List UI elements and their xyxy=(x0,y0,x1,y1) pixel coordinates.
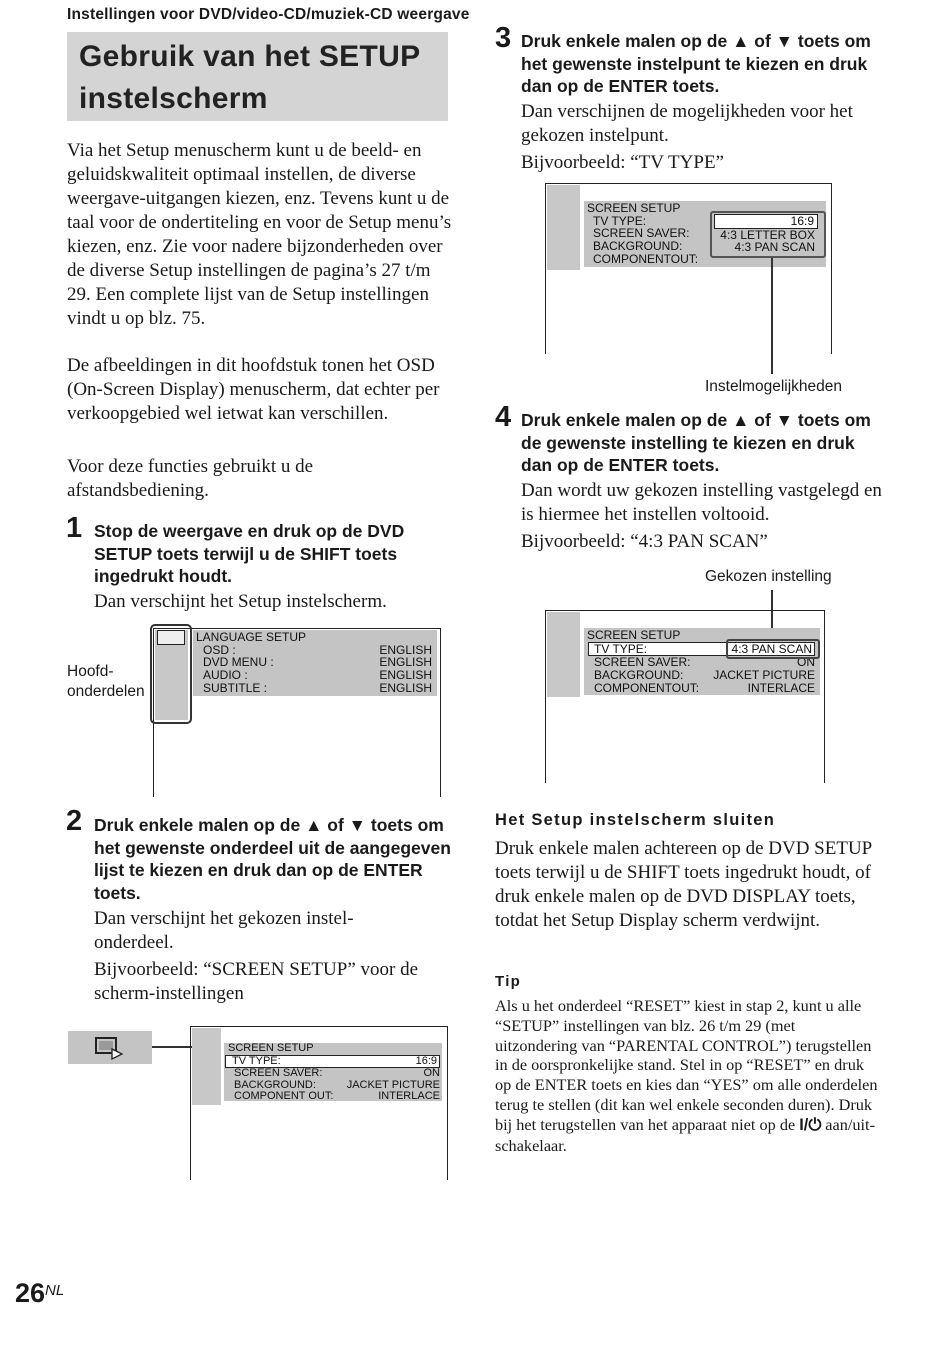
selected-value-highlight-frame xyxy=(726,639,820,659)
selected-setting-callout: Gekozen instelling xyxy=(705,568,832,585)
arrow-up-icon: ▲ xyxy=(732,31,750,51)
intro-paragraph-3: Voor deze functies gebruikt u de afstandsbediening. xyxy=(67,456,314,501)
osd-header: SCREEN SETUP xyxy=(587,628,681,642)
step-3-body-2: Bijvoorbeeld: “TV TYPE” xyxy=(521,152,724,173)
osd-row: OSD : ENGLISH xyxy=(203,642,432,657)
callout-line-2: onderdelen xyxy=(67,683,145,700)
step-1-number: 1 xyxy=(66,512,83,544)
title-box xyxy=(67,32,448,121)
osd-row: COMPONENT OUT: INTERLACE xyxy=(234,1090,440,1102)
osd-row: SCREEN SAVER: ON xyxy=(234,1067,440,1079)
options-callout: Instelmogelijkheden xyxy=(705,378,843,395)
osd-screen-1-content xyxy=(228,1043,440,1103)
intro-paragraph-2: De afbeeldingen in dit hoofdstuk tonen het OSD (On-Screen Display) menuscherm, dat echter per verkoopgebied wel ietwat kan verschillen. xyxy=(67,355,440,424)
arrow-up-icon: ▲ xyxy=(732,410,750,430)
main-items-callout xyxy=(67,662,145,702)
step-2-body-1: Dan verschijnt het gekozen instel-onderdeel. xyxy=(94,908,354,953)
arrow-up-icon: ▲ xyxy=(305,815,323,835)
osd-row: BACKGROUND: JACKET PICTURE xyxy=(594,668,815,683)
osd-option-selected: 16:9 xyxy=(714,214,818,229)
osd-row: DVD MENU : ENGLISH xyxy=(203,655,432,670)
osd-row: BACKGROUND: JACKET PICTURE xyxy=(234,1078,440,1091)
callout-line-1: Hoofd- xyxy=(67,663,114,680)
monitor-icon xyxy=(68,1031,152,1064)
step-1-title: Stop de weergave en druk op de DVD SETUP toets terwijl u de SHIFT toets ingedrukt houdt. xyxy=(94,521,405,586)
power-icon: I/⏻ xyxy=(799,1115,822,1134)
step-2-title: Druk enkele malen op de ▲ of ▼ toets om het gewenste onderdeel uit de aangegeven lijst te kiezen en druk dan op de ENTER toets. xyxy=(94,815,451,903)
main-items-highlight-frame xyxy=(150,624,192,724)
step-1-body: Dan verschijnt het Setup instelscherm. xyxy=(94,591,387,612)
arrow-down-icon: ▼ xyxy=(348,815,366,835)
osd-header: SCREEN SETUP xyxy=(228,1042,314,1054)
arrow-down-icon: ▼ xyxy=(775,410,793,430)
options-connector-line xyxy=(771,258,773,374)
osd-sidebar xyxy=(547,612,580,697)
arrow-down-icon: ▼ xyxy=(775,31,793,51)
step-4-number: 4 xyxy=(495,401,512,433)
osd-row: AUDIO : ENGLISH xyxy=(203,668,432,683)
page-number: 26NL xyxy=(15,1278,65,1308)
closing-body: Druk enkele malen achtereen op de DVD SETUP toets terwijl u de SHIFT toets ingedrukt houdt, of druk enkele malen op de DVD DISPLAY toets, totdat het Setup Display scherm verdwijnt. xyxy=(495,838,872,931)
osd-language-content xyxy=(196,631,432,695)
step-2-body-2: Bijvoorbeeld: “SCREEN SETUP” voor de scherm-instellingen xyxy=(94,959,419,1004)
osd-option: 4:3 PAN SCAN xyxy=(734,240,815,255)
osd-label: BACKGROUND: xyxy=(593,239,683,254)
closing-heading: Het Setup instelscherm sluiten xyxy=(495,811,776,829)
osd-label: SCREEN SAVER: xyxy=(593,226,690,241)
osd-row-selected: TV TYPE: 16:9 xyxy=(225,1055,440,1069)
step-4-body-2: Bijvoorbeeld: “4:3 PAN SCAN” xyxy=(521,531,768,552)
tip-heading: Tip xyxy=(495,973,522,990)
osd-row: SUBTITLE : ENGLISH xyxy=(203,680,432,695)
osd-options xyxy=(714,214,818,254)
step-2-number: 2 xyxy=(66,805,83,837)
page-title-line2: instelscherm xyxy=(79,82,268,115)
screen-setup-icon-box xyxy=(68,1031,152,1064)
step-4-body-1: Dan wordt uw gekozen instelling vastgelegd en is hiermee het instellen voltooid. xyxy=(521,480,882,525)
step-4-title: Druk enkele malen op de ▲ of ▼ toets om de gewenste instelling te kiezen en druk dan op de ENTER toets. xyxy=(521,410,871,475)
tip-body: Als u het onderdeel “RESET” kiest in stap 2, kunt u alle “SETUP” instellingen van blz. 26 t/m 29 (met uitzondering van “PARENTAL CONTROL”) terugstellen in de oorspronkelijke stand. Stel in op “RESET” en druk op de ENTER toets en kies dan “YES” om alle onderdelen terug te stellen (dit kan wel enkele seconden duren). Druk bij het terugstellen van het apparaat niet op de I/⏻ aan/uit-schakelaar. xyxy=(495,996,878,1155)
osd-row: SCREEN SAVER: ON xyxy=(594,655,815,670)
osd-label: TV TYPE: xyxy=(593,213,647,228)
osd-row: COMPONENTOUT: INTERLACE xyxy=(594,680,815,695)
osd-header: LANGUAGE SETUP xyxy=(196,630,307,644)
step-3-title: Druk enkele malen op de ▲ of ▼ toets om het gewenste instelpunt te kiezen en druk dan op de ENTER toets. xyxy=(521,31,871,96)
section-header: Instellingen voor DVD/video-CD/muziek-CD weergave xyxy=(67,6,470,23)
osd-header: SCREEN SETUP xyxy=(587,201,681,215)
osd-option: 4:3 LETTER BOX xyxy=(720,227,815,242)
page-title-line1: Gebruik van het SETUP xyxy=(79,40,421,73)
page-title xyxy=(79,36,420,120)
osd-row-selected: TV TYPE: 4:3 PAN SCAN xyxy=(588,642,815,657)
step-3-number: 3 xyxy=(495,22,512,54)
osd-sidebar xyxy=(192,1028,221,1105)
step-3-body-1: Dan verschijnen de mogelijkheden voor het gekozen instelpunt. xyxy=(521,101,853,146)
osd-sidebar xyxy=(547,185,580,270)
osd-label: COMPONENTOUT: xyxy=(593,251,699,266)
intro-paragraph-1: Via het Setup menuscherm kunt u de beeld- en geluidskwaliteit optimaal instellen, de diverse weergave-uitgangen kiezen, enz. Tevens kunt u de taal voor de ondertiteling en voor de Setup menu’s kiezen, enz. Zie voor nadere bijzonderheden over de diverse Setup instellingen de pagina’s 27 t/m 29. Een complete lijst van de Setup instellingen vindt u op blz. 75. xyxy=(67,140,452,329)
